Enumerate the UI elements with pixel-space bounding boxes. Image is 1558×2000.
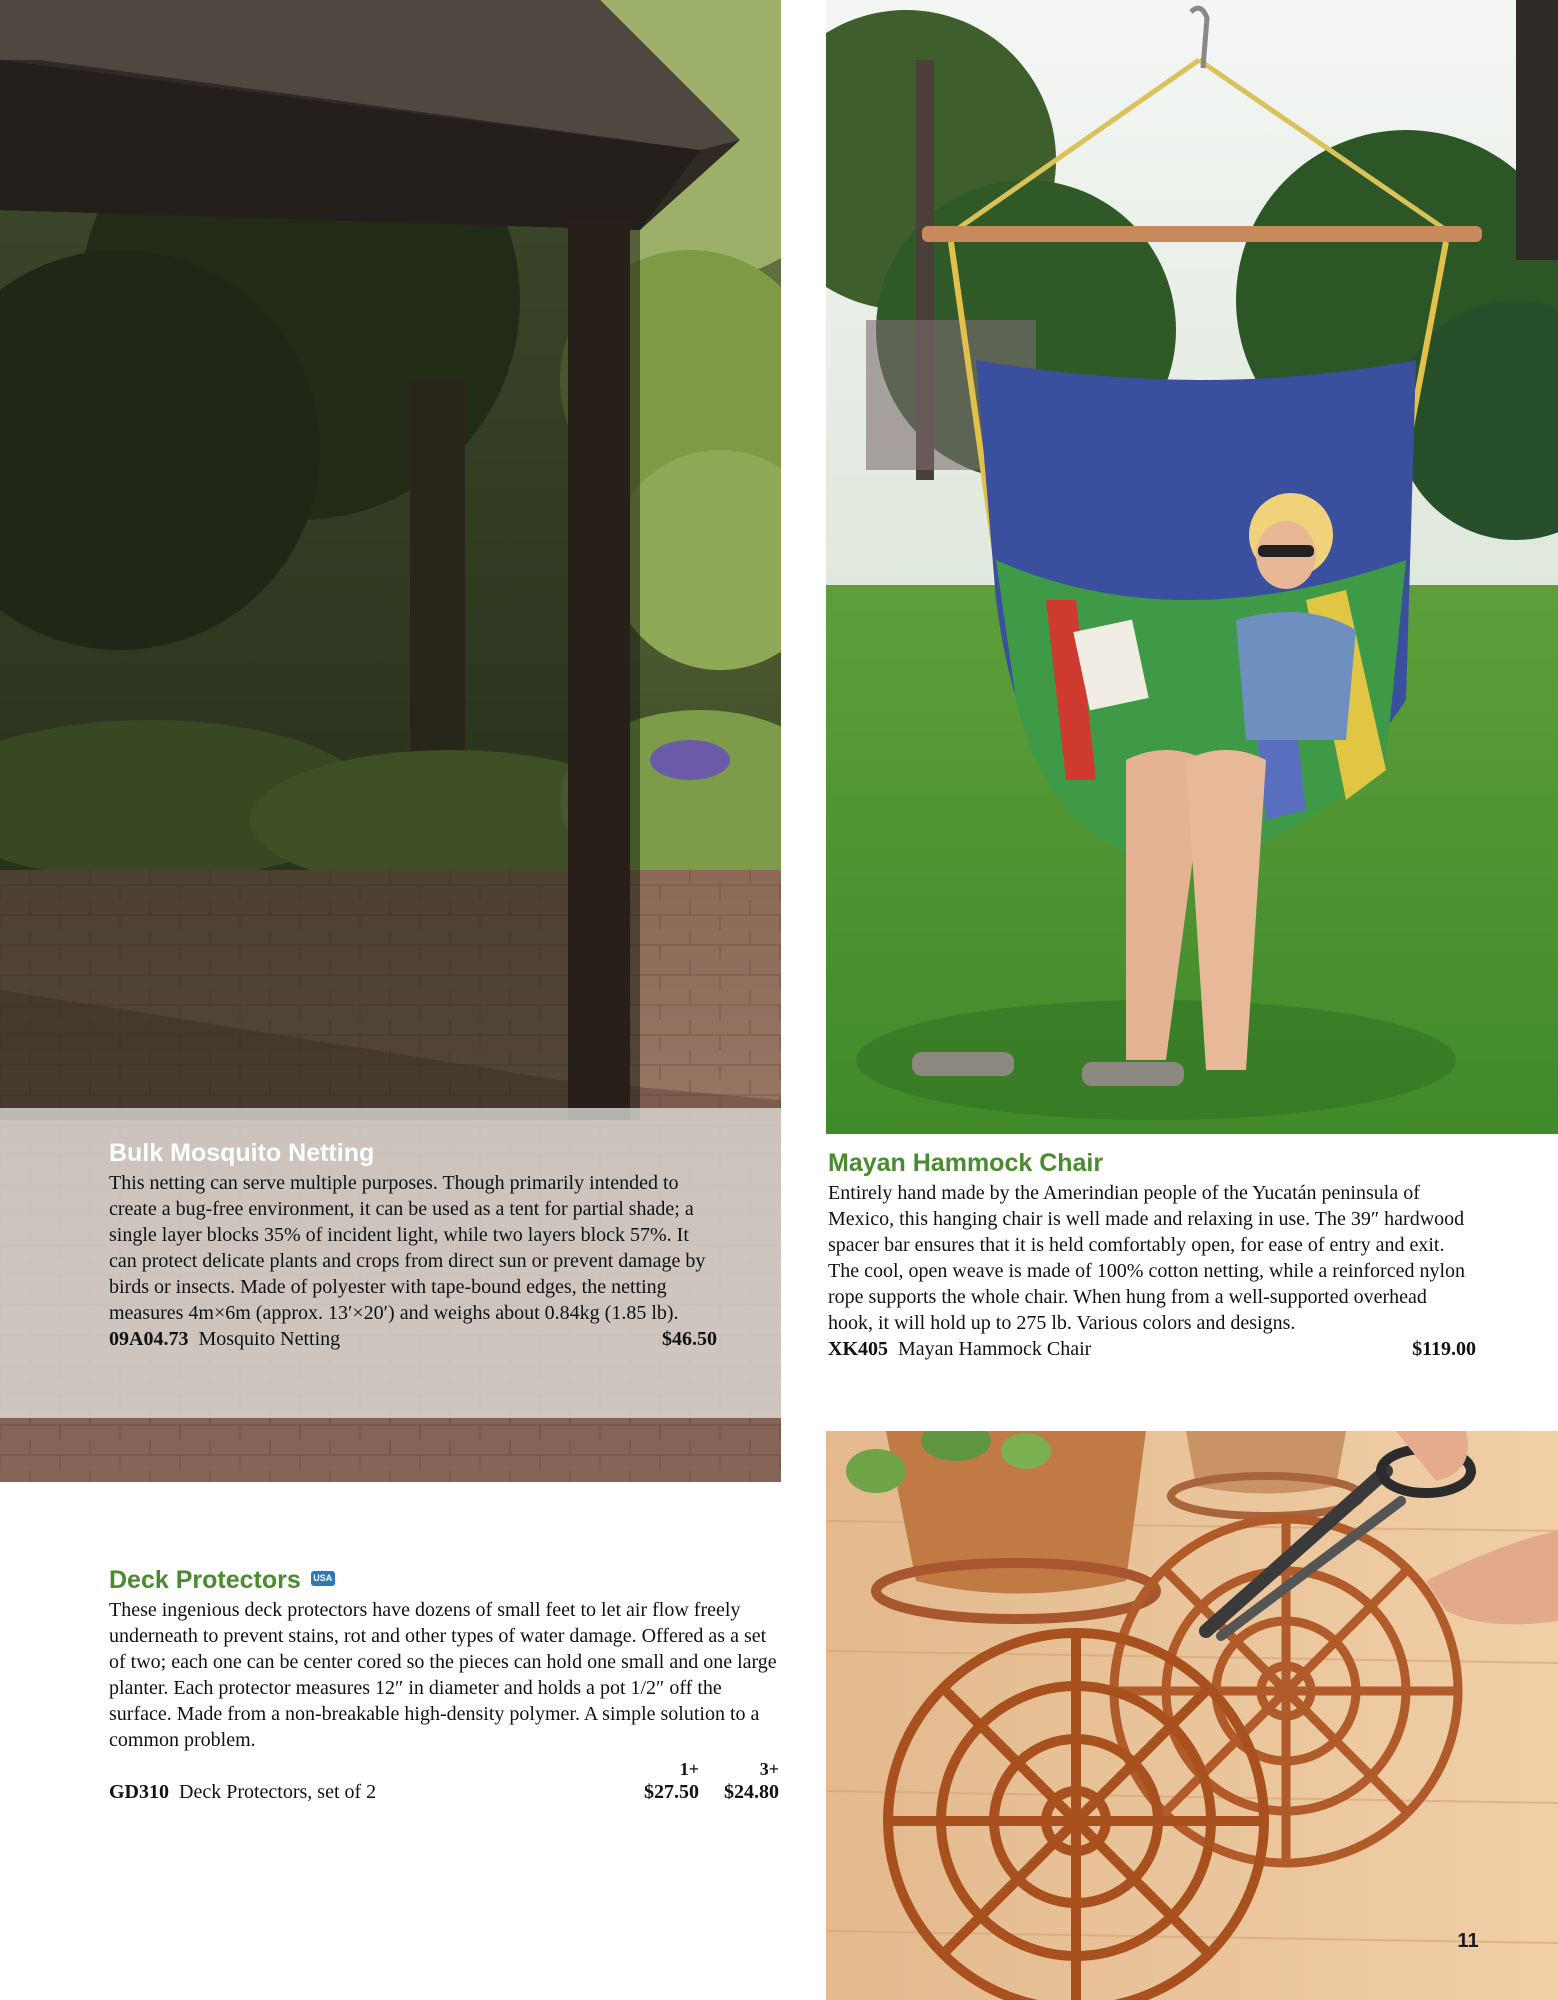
order-line bbox=[828, 1336, 1476, 1362]
order-item bbox=[109, 1326, 340, 1352]
product-price: $46.50 bbox=[662, 1328, 717, 1350]
deck-protectors-photo bbox=[826, 1431, 1558, 2000]
page-number: 11 bbox=[1457, 1930, 1479, 1952]
tier-price: $24.80 bbox=[724, 1781, 779, 1803]
tier-price: $27.50 bbox=[644, 1781, 699, 1803]
hammock-chair-product bbox=[828, 1148, 1476, 1362]
product-price: $119.00 bbox=[1412, 1338, 1476, 1360]
product-title: Deck Protectors bbox=[109, 1566, 301, 1594]
usa-flag-icon bbox=[311, 1571, 335, 1586]
tier-qty: 1+ bbox=[679, 1759, 699, 1779]
product-title-row bbox=[109, 1565, 779, 1595]
item-name: Mosquito Netting bbox=[198, 1328, 341, 1350]
product-title: Mayan Hammock Chair bbox=[828, 1149, 1104, 1177]
order-line bbox=[109, 1779, 779, 1805]
item-name: Mayan Hammock Chair bbox=[898, 1338, 1092, 1360]
product-description: Entirely hand made by the Amerindian people of the Yucatán peninsula of Mexico, this hanging chair is well made and relaxing in use. The 39″ hardwood spacer bar ensures that it is held comfortably open, for ease of entry and exit. The cool, open weave is made of 100% cotton netting, while a reinforced nylon rope supports the whole chair. When hung from a well-supported overhead hook, it will hold up to 275 lb. Various colors and designs. bbox=[828, 1182, 1466, 1334]
badge-label: USA bbox=[313, 1572, 333, 1583]
mosquito-netting-product bbox=[109, 1138, 717, 1352]
product-sku: XK405 bbox=[828, 1338, 888, 1360]
order-item bbox=[109, 1779, 376, 1805]
order-line bbox=[109, 1326, 717, 1352]
product-description: These ingenious deck protectors have dozens of small feet to let air flow freely underneath to prevent stains, rot and other types of water damage. Offered as a set of two; each one can be center cored so the pieces can hold one small and one large planter. Each protector measures 12″ in diameter and holds a pot 1/2″ off the surface. Made from a non-breakable high-density polymer. A simple solution to a common problem. bbox=[109, 1599, 777, 1751]
product-sku: 09A04.73 bbox=[109, 1328, 189, 1350]
tier-prices bbox=[619, 1779, 779, 1805]
tier-qty: 3+ bbox=[759, 1759, 779, 1779]
deck-protectors-product bbox=[109, 1565, 779, 1805]
item-name: Deck Protectors, set of 2 bbox=[179, 1781, 377, 1803]
quantity-tier-row bbox=[109, 1759, 779, 1779]
product-sku: GD310 bbox=[109, 1781, 169, 1803]
order-item bbox=[828, 1336, 1091, 1362]
product-description: This netting can serve multiple purposes. Though primarily intended to create a bug-free environment, it can be used as a tent for partial shade; a single layer blocks 35% of incident light, while two layers block 57%. It can protect delicate plants and crops from direct sun or prevent damage by birds or insects. Made of polyester with tape-bound edges, the netting measures 4m×6m (approx. 13′×20′) and weighs about 0.84kg (1.85 lb). bbox=[109, 1172, 706, 1324]
product-title: Bulk Mosquito Netting bbox=[109, 1139, 375, 1167]
hammock-chair-photo bbox=[826, 0, 1558, 1134]
